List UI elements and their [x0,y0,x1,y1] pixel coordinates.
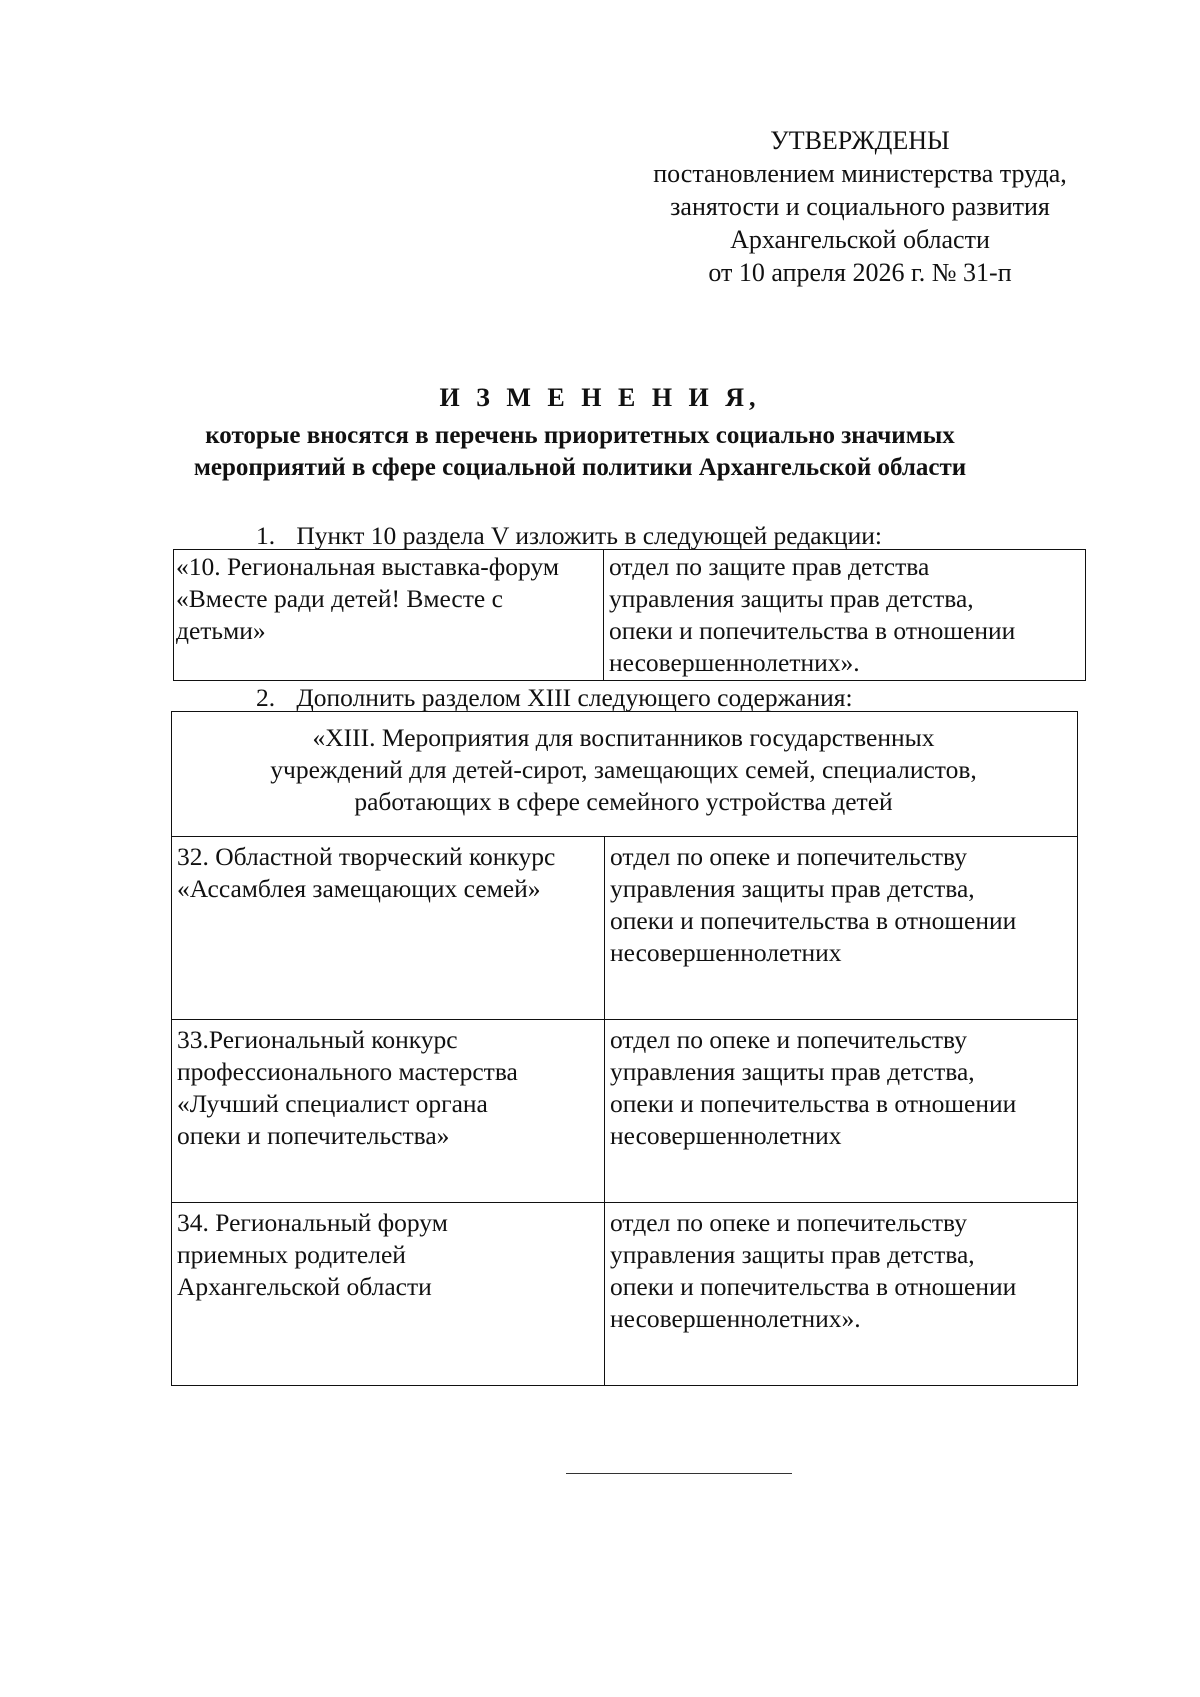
new-section-table [171,711,1078,1386]
event-name-cell [172,1203,605,1386]
table-row [172,1203,1078,1386]
cell-line: Архангельской области [177,1272,432,1301]
table-row [172,837,1078,1020]
subtitle-line: которые вносятся в перечень приоритетных социально значимых [205,422,955,449]
cell-line: «Ассамблея замещающих семей» [177,874,541,903]
document-title: И З М Е Н Е Н И Я, [439,383,761,412]
cell-line: отдел по опеке и попечительству [610,1208,967,1237]
cell-line: отдел по защите прав детства [609,552,930,581]
cell-line: управления защиты прав детства, [610,1057,975,1086]
cell-line: управления защиты прав детства, [610,1240,975,1269]
cell-line: отдел по опеке и попечительству [610,1025,967,1054]
approval-date-number: от 10 апреля 2026 г. № 31-п [708,258,1012,287]
cell-line: приемных родителей [177,1240,406,1269]
cell-line: 34. Региональный форум [177,1208,448,1237]
approval-block [610,124,1110,289]
cell-line: опеки и попечительства в отношении [609,616,1016,645]
cell-line: несовершеннолетних [610,938,842,967]
responsible-cell [605,1203,1078,1386]
item-1-paragraph [256,521,882,551]
cell-line: детьми» [176,616,266,645]
table-row [174,550,1086,681]
closing-separator-line [566,1473,792,1474]
document-subtitle [150,420,1010,484]
item-2-paragraph [256,683,853,713]
cell-line: отдел по опеке и попечительству [610,842,967,871]
cell-line: управления защиты прав детства, [609,584,974,613]
cell-line: «Вместе ради детей! Вместе с [176,584,503,613]
item-1-text: Пункт 10 раздела V изложить в следующей редакции: [296,521,882,550]
item-2-number: 2. [256,683,276,712]
cell-line: несовершеннолетних». [610,1304,861,1333]
item-2-text: Дополнить разделом XIII следующего содержания: [296,683,853,712]
responsible-cell [605,1020,1078,1203]
approval-line: Архангельской области [730,225,990,254]
cell-line: 33.Региональный конкурс [177,1025,458,1054]
cell-line: работающих в сфере семейного устройства детей [354,787,893,816]
responsible-cell [605,837,1078,1020]
event-name-cell [174,550,604,681]
cell-line: опеки и попечительства в отношении [610,1272,1017,1301]
responsible-cell [604,550,1086,681]
cell-line: опеки и попечительства в отношении [610,1089,1017,1118]
replacement-table [173,549,1086,681]
cell-line: «10. Региональная выставка-форум [176,552,559,581]
cell-line: управления защиты прав детства, [610,874,975,903]
section-header-cell [172,712,1078,837]
approval-line: постановлением министерства труда, [653,159,1067,188]
section-header-row [172,712,1078,837]
cell-line: учреждений для детей-сирот, замещающих семей, специалистов, [270,755,977,784]
cell-line: несовершеннолетних [610,1121,842,1150]
cell-line: опеки и попечительства» [177,1121,450,1150]
item-1-number: 1. [256,521,276,550]
cell-line: опеки и попечительства в отношении [610,906,1017,935]
event-name-cell [172,837,605,1020]
cell-line: «Лучший специалист органа [177,1089,488,1118]
event-name-cell [172,1020,605,1203]
cell-line: 32. Областной творческий конкурс [177,842,556,871]
subtitle-line: мероприятий в сфере социальной политики Архангельской области [193,454,967,481]
table-row [172,1020,1078,1203]
cell-line: несовершеннолетних». [609,648,860,677]
approval-line: занятости и социального развития [670,192,1050,221]
cell-line: профессионального мастерства [177,1057,518,1086]
cell-line: «XIII. Мероприятия для воспитанников государственных [312,723,935,752]
approval-heading: УТВЕРЖДЕНЫ [770,126,950,155]
